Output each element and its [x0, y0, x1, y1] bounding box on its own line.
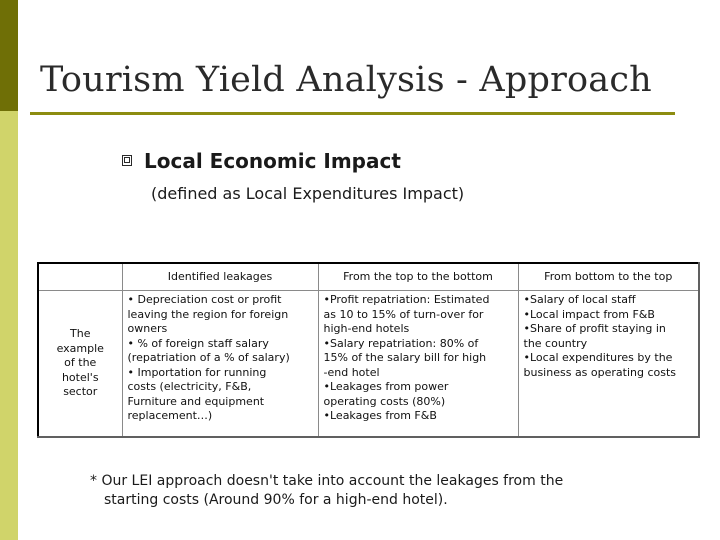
- footnote: [90, 472, 690, 510]
- cell-line: • % of foreign staff salary: [127, 336, 269, 350]
- table-header-row: [38, 263, 699, 291]
- cell-line: •Local impact from F&B: [523, 307, 655, 321]
- header-bottom-to-top: From bottom to the top: [518, 263, 699, 291]
- row-label-line: The: [70, 327, 91, 341]
- cell-line: • Depreciation cost or profit: [127, 293, 282, 306]
- cell-line: •Share of profit staying in: [523, 322, 666, 335]
- cell-line: as 10 to 15% of turn-over for: [323, 307, 484, 321]
- cell-line: replacement…): [127, 409, 213, 422]
- table-row: [38, 291, 699, 438]
- cell-line: 15% of the salary bill for high: [323, 351, 487, 364]
- cell-line: •Local expenditures by the: [523, 351, 673, 364]
- cell-identified-leakages: [122, 291, 318, 438]
- footnote-line-1: * Our LEI approach doesn't take into account the leakages from the: [90, 473, 564, 489]
- cell-line: high-end hotels: [323, 322, 410, 335]
- cell-line: the country: [523, 336, 588, 350]
- cell-line: •Profit repatriation: Estimated: [323, 293, 490, 306]
- cell-line: leaving the region for foreign: [127, 307, 289, 321]
- sidebar-accent-dark: [0, 0, 18, 111]
- row-label-line: hotel's: [61, 370, 99, 384]
- cell-line: • Importation for running: [127, 365, 267, 379]
- footnote-line-2: starting costs (Around 90% for a high-end hotel).: [104, 492, 448, 508]
- cell-line: -end hotel: [323, 365, 380, 379]
- cell-line: •Salary of local staff: [523, 293, 636, 306]
- sidebar-accent-light: [0, 111, 18, 540]
- section-heading: Local Economic Impact: [144, 149, 401, 173]
- row-label-line: example: [56, 341, 104, 355]
- header-top-to-bottom: From the top to the bottom: [318, 263, 518, 291]
- leakages-table: [37, 262, 700, 438]
- header-cell-empty: [38, 263, 122, 291]
- cell-line: •Leakages from F&B: [323, 409, 437, 422]
- cell-line: (repatriation of a % of salary): [127, 351, 290, 364]
- cell-bottom-to-top: [518, 291, 699, 438]
- title-divider: [30, 112, 675, 115]
- cell-line: •Leakages from power: [323, 380, 449, 393]
- row-label-line: sector: [63, 385, 98, 399]
- section-subheading: (defined as Local Expenditures Impact): [151, 184, 465, 203]
- cell-top-to-bottom: [318, 291, 518, 438]
- row-label-line: of the: [64, 356, 97, 370]
- cell-line: •Salary repatriation: 80% of: [323, 336, 479, 350]
- cell-line: costs (electricity, F&B,: [127, 380, 252, 393]
- square-bullet-icon: [122, 155, 132, 166]
- cell-line: Furniture and equipment: [127, 394, 265, 408]
- cell-line: owners: [127, 322, 168, 335]
- cell-line: operating costs (80%): [323, 394, 446, 408]
- slide-title: Tourism Yield Analysis - Approach: [40, 60, 652, 100]
- header-identified-leakages: Identified leakages: [122, 263, 318, 291]
- cell-line: business as operating costs: [523, 365, 677, 379]
- row-label-hotel-sector: [38, 291, 122, 438]
